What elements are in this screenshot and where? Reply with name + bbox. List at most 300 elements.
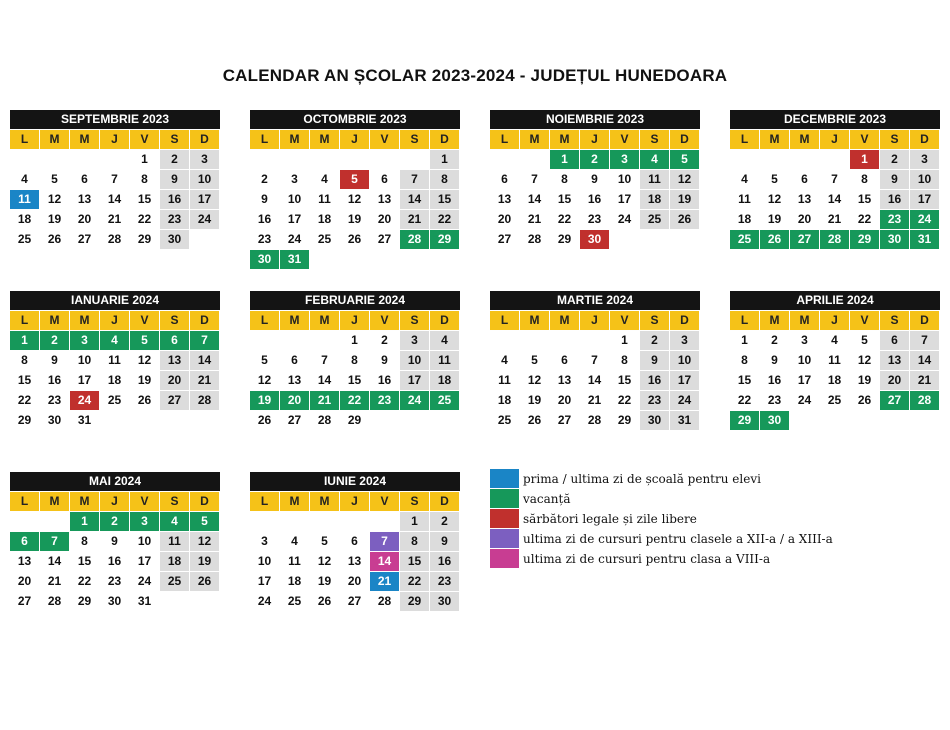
empty-cell <box>520 150 549 169</box>
day-cell: 13 <box>550 371 579 390</box>
day-cell: 17 <box>130 552 159 571</box>
week-row <box>730 230 940 249</box>
day-cell: 26 <box>250 411 279 430</box>
day-header: D <box>670 130 699 149</box>
empty-cell <box>10 150 39 169</box>
day-cell: 16 <box>760 371 789 390</box>
month-title: OCTOMBRIE 2023 <box>250 110 460 129</box>
empty-cell <box>850 411 879 430</box>
day-cell: 26 <box>760 230 789 249</box>
week-row <box>730 190 940 209</box>
month-title: SEPTEMBRIE 2023 <box>10 110 220 129</box>
day-cell: 12 <box>850 351 879 370</box>
day-cell: 11 <box>160 532 189 551</box>
day-cell: 17 <box>670 371 699 390</box>
empty-cell <box>370 411 399 430</box>
day-cell: 26 <box>40 230 69 249</box>
day-cell: 2 <box>760 331 789 350</box>
day-cell: 12 <box>190 532 219 551</box>
day-cell: 14 <box>40 552 69 571</box>
day-cell: 2 <box>370 331 399 350</box>
day-header: L <box>490 130 519 149</box>
day-cell: 21 <box>370 572 399 591</box>
day-cell: 13 <box>70 190 99 209</box>
week-row <box>250 532 460 551</box>
day-header: M <box>40 130 69 149</box>
week-row <box>730 170 940 189</box>
day-cell: 1 <box>400 512 429 531</box>
legend-item-last-day-viii <box>490 549 833 568</box>
day-cell: 5 <box>40 170 69 189</box>
legend-label: sărbători legale și zile libere <box>523 511 697 526</box>
day-cell: 19 <box>850 371 879 390</box>
day-cell: 11 <box>310 190 339 209</box>
day-header: M <box>550 311 579 330</box>
week-row <box>490 230 700 249</box>
day-cell: 5 <box>760 170 789 189</box>
day-cell: 22 <box>400 572 429 591</box>
day-cell: 15 <box>130 190 159 209</box>
week-row <box>250 230 460 249</box>
day-cell: 17 <box>280 210 309 229</box>
day-cell: 6 <box>790 170 819 189</box>
day-cell: 9 <box>40 351 69 370</box>
empty-cell <box>190 230 219 249</box>
day-header: L <box>490 311 519 330</box>
day-cell: 5 <box>340 170 369 189</box>
day-cell: 26 <box>310 592 339 611</box>
day-cell: 13 <box>370 190 399 209</box>
month-block <box>10 472 220 611</box>
day-cell: 25 <box>430 391 459 410</box>
empty-cell <box>400 411 429 430</box>
day-cell: 28 <box>190 391 219 410</box>
day-header: S <box>160 130 189 149</box>
day-cell: 23 <box>760 391 789 410</box>
day-cell: 25 <box>640 210 669 229</box>
empty-cell <box>790 411 819 430</box>
day-header-row <box>250 311 460 330</box>
day-cell: 20 <box>70 210 99 229</box>
day-cell: 21 <box>100 210 129 229</box>
day-cell: 20 <box>10 572 39 591</box>
empty-cell <box>910 411 939 430</box>
week-row <box>250 592 460 611</box>
day-cell: 10 <box>400 351 429 370</box>
day-cell: 30 <box>880 230 909 249</box>
day-cell: 2 <box>880 150 909 169</box>
week-row <box>10 572 220 591</box>
week-row <box>10 230 220 249</box>
week-row <box>10 150 220 169</box>
day-cell: 19 <box>760 210 789 229</box>
month-title: NOIEMBRIE 2023 <box>490 110 700 129</box>
empty-cell <box>370 512 399 531</box>
week-row <box>490 411 700 430</box>
day-cell: 26 <box>850 391 879 410</box>
day-cell: 6 <box>550 351 579 370</box>
day-cell: 5 <box>250 351 279 370</box>
empty-cell <box>400 250 429 269</box>
legend-swatch <box>490 469 519 488</box>
day-cell: 16 <box>370 371 399 390</box>
day-cell: 26 <box>340 230 369 249</box>
day-cell: 18 <box>820 371 849 390</box>
week-row <box>730 391 940 410</box>
day-header: V <box>850 130 879 149</box>
day-cell: 4 <box>10 170 39 189</box>
day-cell: 30 <box>250 250 279 269</box>
week-row <box>730 411 940 430</box>
day-header-row <box>10 130 220 149</box>
day-cell: 9 <box>430 532 459 551</box>
empty-cell <box>430 250 459 269</box>
week-row <box>250 391 460 410</box>
empty-cell <box>100 150 129 169</box>
day-cell: 8 <box>730 351 759 370</box>
day-cell: 23 <box>580 210 609 229</box>
day-header: L <box>250 130 279 149</box>
day-cell: 24 <box>910 210 939 229</box>
day-cell: 14 <box>310 371 339 390</box>
day-header: D <box>430 492 459 511</box>
day-cell: 12 <box>520 371 549 390</box>
day-header: M <box>280 130 309 149</box>
day-cell: 18 <box>430 371 459 390</box>
day-cell: 6 <box>370 170 399 189</box>
day-cell: 23 <box>880 210 909 229</box>
day-cell: 5 <box>190 512 219 531</box>
day-cell: 7 <box>400 170 429 189</box>
day-cell: 17 <box>910 190 939 209</box>
day-cell: 11 <box>280 552 309 571</box>
month-block <box>730 110 940 249</box>
empty-cell <box>610 230 639 249</box>
day-cell: 18 <box>640 190 669 209</box>
day-cell: 8 <box>430 170 459 189</box>
day-cell: 7 <box>190 331 219 350</box>
empty-cell <box>310 150 339 169</box>
day-cell: 2 <box>640 331 669 350</box>
empty-cell <box>430 411 459 430</box>
day-header: J <box>820 130 849 149</box>
day-header: D <box>190 130 219 149</box>
day-cell: 1 <box>10 331 39 350</box>
week-row <box>730 150 940 169</box>
day-cell: 7 <box>100 170 129 189</box>
day-cell: 9 <box>100 532 129 551</box>
day-cell: 27 <box>790 230 819 249</box>
day-cell: 15 <box>550 190 579 209</box>
day-cell: 29 <box>130 230 159 249</box>
day-cell: 24 <box>610 210 639 229</box>
empty-cell <box>580 331 609 350</box>
week-row <box>490 391 700 410</box>
day-cell: 29 <box>10 411 39 430</box>
day-cell: 16 <box>40 371 69 390</box>
day-cell: 20 <box>160 371 189 390</box>
legend-swatch <box>490 509 519 528</box>
day-cell: 22 <box>850 210 879 229</box>
day-cell: 28 <box>580 411 609 430</box>
day-cell: 22 <box>10 391 39 410</box>
month-block <box>490 110 700 249</box>
day-cell: 6 <box>280 351 309 370</box>
day-cell: 12 <box>670 170 699 189</box>
month-block <box>250 472 460 611</box>
day-header: D <box>190 311 219 330</box>
day-cell: 29 <box>850 230 879 249</box>
empty-cell <box>310 331 339 350</box>
day-cell: 27 <box>340 592 369 611</box>
empty-cell <box>370 250 399 269</box>
legend-swatch <box>490 549 519 568</box>
week-row <box>250 411 460 430</box>
week-row <box>10 170 220 189</box>
day-cell: 28 <box>820 230 849 249</box>
day-cell: 13 <box>280 371 309 390</box>
empty-cell <box>160 592 189 611</box>
day-cell: 5 <box>670 150 699 169</box>
day-header: S <box>160 311 189 330</box>
day-header: M <box>70 130 99 149</box>
day-cell: 24 <box>70 391 99 410</box>
day-cell: 3 <box>670 331 699 350</box>
day-header: S <box>880 130 909 149</box>
day-cell: 20 <box>340 572 369 591</box>
month-block <box>730 291 940 430</box>
day-cell: 21 <box>910 371 939 390</box>
day-cell: 4 <box>310 170 339 189</box>
week-row <box>730 331 940 350</box>
day-cell: 23 <box>40 391 69 410</box>
day-cell: 15 <box>340 371 369 390</box>
day-cell: 20 <box>790 210 819 229</box>
day-header: M <box>40 311 69 330</box>
day-cell: 8 <box>550 170 579 189</box>
day-cell: 12 <box>250 371 279 390</box>
day-cell: 27 <box>490 230 519 249</box>
day-cell: 27 <box>10 592 39 611</box>
day-cell: 6 <box>70 170 99 189</box>
day-header: S <box>640 311 669 330</box>
empty-cell <box>250 331 279 350</box>
day-cell: 6 <box>10 532 39 551</box>
week-row <box>10 411 220 430</box>
day-cell: 10 <box>70 351 99 370</box>
empty-cell <box>130 411 159 430</box>
week-row <box>250 552 460 571</box>
week-row <box>490 371 700 390</box>
day-cell: 9 <box>640 351 669 370</box>
day-header: S <box>400 130 429 149</box>
day-cell: 29 <box>550 230 579 249</box>
day-cell: 3 <box>130 512 159 531</box>
day-header: J <box>100 492 129 511</box>
month-title: IUNIE 2024 <box>250 472 460 491</box>
day-cell: 30 <box>640 411 669 430</box>
day-cell: 21 <box>190 371 219 390</box>
day-cell: 5 <box>310 532 339 551</box>
day-header: V <box>370 130 399 149</box>
day-cell: 1 <box>340 331 369 350</box>
day-cell: 28 <box>400 230 429 249</box>
day-header: L <box>10 492 39 511</box>
day-cell: 15 <box>730 371 759 390</box>
week-row <box>250 512 460 531</box>
day-header: V <box>850 311 879 330</box>
day-cell: 21 <box>580 391 609 410</box>
day-cell: 17 <box>610 190 639 209</box>
day-cell: 31 <box>280 250 309 269</box>
day-header: D <box>190 492 219 511</box>
day-cell: 19 <box>340 210 369 229</box>
day-cell: 17 <box>70 371 99 390</box>
day-cell: 28 <box>40 592 69 611</box>
day-cell: 19 <box>40 210 69 229</box>
day-cell: 26 <box>130 391 159 410</box>
day-header: M <box>790 311 819 330</box>
day-cell: 16 <box>640 371 669 390</box>
day-cell: 8 <box>70 532 99 551</box>
day-cell: 13 <box>160 351 189 370</box>
day-cell: 19 <box>250 391 279 410</box>
legend-swatch <box>490 489 519 508</box>
day-cell: 3 <box>610 150 639 169</box>
empty-cell <box>640 230 669 249</box>
day-header: M <box>310 492 339 511</box>
day-header: S <box>880 311 909 330</box>
day-cell: 15 <box>430 190 459 209</box>
day-cell: 4 <box>490 351 519 370</box>
day-cell: 19 <box>670 190 699 209</box>
day-header: D <box>910 311 939 330</box>
day-cell: 20 <box>880 371 909 390</box>
empty-cell <box>730 150 759 169</box>
day-cell: 31 <box>670 411 699 430</box>
day-cell: 24 <box>790 391 819 410</box>
day-header: L <box>10 311 39 330</box>
day-cell: 15 <box>10 371 39 390</box>
week-row <box>730 371 940 390</box>
month-block <box>10 110 220 249</box>
day-cell: 10 <box>790 351 819 370</box>
week-row <box>490 190 700 209</box>
day-header: J <box>340 492 369 511</box>
day-cell: 23 <box>370 391 399 410</box>
day-cell: 24 <box>670 391 699 410</box>
week-row <box>730 351 940 370</box>
day-cell: 20 <box>550 391 579 410</box>
day-cell: 9 <box>880 170 909 189</box>
day-header: D <box>910 130 939 149</box>
day-header: M <box>70 492 99 511</box>
legend-label: prima / ultima zi de școală pentru elevi <box>523 471 761 486</box>
day-cell: 2 <box>250 170 279 189</box>
day-cell: 18 <box>10 210 39 229</box>
legend-item-school-start-end <box>490 469 833 488</box>
day-cell: 13 <box>490 190 519 209</box>
day-cell: 2 <box>160 150 189 169</box>
month-title: MARTIE 2024 <box>490 291 700 310</box>
day-header: J <box>340 311 369 330</box>
day-cell: 11 <box>100 351 129 370</box>
day-header: M <box>280 311 309 330</box>
day-cell: 18 <box>730 210 759 229</box>
day-header: J <box>580 130 609 149</box>
day-cell: 11 <box>730 190 759 209</box>
day-cell: 15 <box>70 552 99 571</box>
day-cell: 3 <box>250 532 279 551</box>
day-cell: 2 <box>430 512 459 531</box>
day-cell: 25 <box>730 230 759 249</box>
day-cell: 22 <box>550 210 579 229</box>
day-cell: 1 <box>610 331 639 350</box>
day-header: D <box>430 130 459 149</box>
day-cell: 16 <box>250 210 279 229</box>
day-cell: 8 <box>610 351 639 370</box>
empty-cell <box>820 411 849 430</box>
empty-cell <box>10 512 39 531</box>
legend-item-holiday <box>490 509 833 528</box>
day-header: M <box>40 492 69 511</box>
day-cell: 17 <box>190 190 219 209</box>
day-cell: 15 <box>400 552 429 571</box>
empty-cell <box>190 592 219 611</box>
day-cell: 21 <box>310 391 339 410</box>
day-header: L <box>10 130 39 149</box>
day-cell: 4 <box>160 512 189 531</box>
empty-cell <box>250 150 279 169</box>
day-cell: 20 <box>280 391 309 410</box>
day-cell: 29 <box>610 411 639 430</box>
legend-label: ultima zi de cursuri pentru clasa a VIII-a <box>523 551 771 566</box>
day-cell: 26 <box>520 411 549 430</box>
day-cell: 31 <box>130 592 159 611</box>
day-cell: 15 <box>610 371 639 390</box>
month-title: MAI 2024 <box>10 472 220 491</box>
month-block <box>490 291 700 430</box>
day-cell: 4 <box>280 532 309 551</box>
day-cell: 28 <box>910 391 939 410</box>
day-header: V <box>130 130 159 149</box>
day-cell: 4 <box>820 331 849 350</box>
day-header: M <box>70 311 99 330</box>
day-header: M <box>760 311 789 330</box>
day-cell: 18 <box>100 371 129 390</box>
empty-cell <box>40 512 69 531</box>
day-cell: 8 <box>130 170 159 189</box>
day-cell: 7 <box>820 170 849 189</box>
day-cell: 4 <box>730 170 759 189</box>
day-cell: 7 <box>40 532 69 551</box>
day-header: L <box>730 130 759 149</box>
day-cell: 12 <box>40 190 69 209</box>
day-cell: 25 <box>280 592 309 611</box>
day-header-row <box>730 130 940 149</box>
day-cell: 16 <box>580 190 609 209</box>
day-cell: 23 <box>160 210 189 229</box>
page-title: CALENDAR AN ȘCOLAR 2023-2024 - JUDEȚUL HUNEDOARA <box>222 66 728 85</box>
day-cell: 11 <box>490 371 519 390</box>
day-cell: 30 <box>40 411 69 430</box>
week-row <box>250 572 460 591</box>
empty-cell <box>100 411 129 430</box>
day-header: D <box>670 311 699 330</box>
empty-cell <box>310 512 339 531</box>
day-cell: 16 <box>430 552 459 571</box>
day-header: S <box>640 130 669 149</box>
